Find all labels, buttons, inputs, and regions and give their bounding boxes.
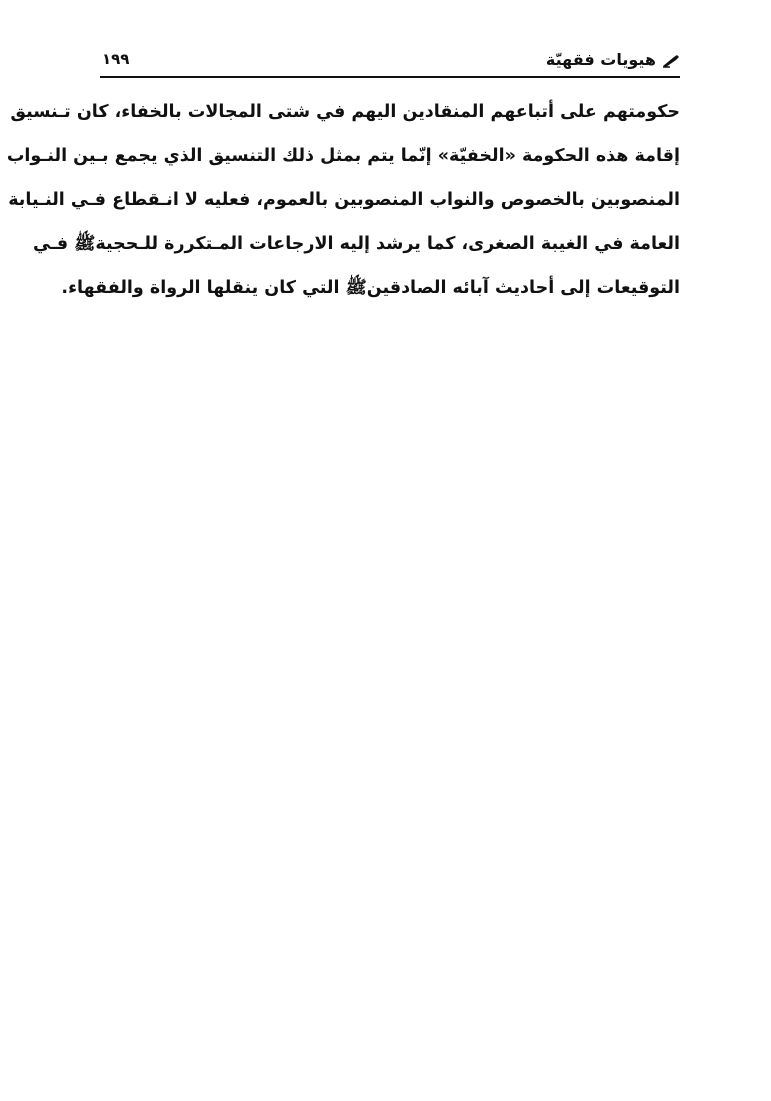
text-line-5: التوقيعات إلى أحاديث آبائه الصادقينﷺ التي كان ينقلها الرواة والفقهاء. — [61, 278, 680, 298]
text-line-3: المنصوبين بالخصوص والنواب المنصوبين بالعموم، فعليه لا انـقطاع فـي النـيابة — [8, 190, 680, 210]
text-line-2: إقامة هذه الحكومة «الخفيّة» إنّما يتم بمثل ذلك التنسيق الذي يجمع بـين النـواب — [6, 146, 680, 166]
running-title-text: هيويات فقهيّة — [545, 50, 656, 69]
page-header — [100, 48, 680, 74]
header-divider — [100, 76, 680, 78]
body-paragraph — [6, 90, 680, 310]
text-line-4: العامة في الغيبة الصغرى، كما يرشد إليه الارجاعات المـتكررة للـحجيةﷺ فـي — [32, 234, 680, 254]
running-title — [546, 50, 680, 69]
text-line-1: حكومتهم على أتباعهم المنقادين اليهم في شتى المجالات بالخفاء، كان تـنسيق — [10, 102, 680, 122]
page-number: ١٩٩ — [102, 50, 130, 68]
pen-icon — [662, 53, 680, 67]
